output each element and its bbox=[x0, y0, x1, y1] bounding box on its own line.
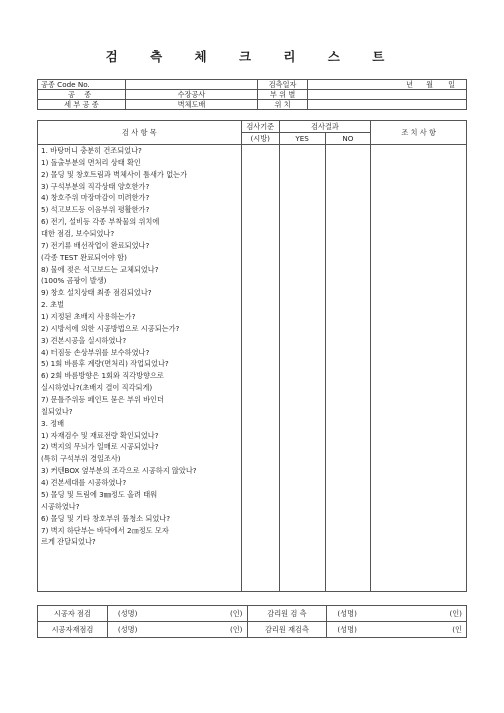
yes-cell[interactable] bbox=[279, 145, 325, 592]
info-row-code bbox=[38, 80, 467, 90]
supervisor-inspect-sign[interactable] bbox=[327, 606, 467, 622]
supervisor-reinspect-label: 감리원 재검측 bbox=[247, 622, 327, 638]
checklist-item: 2) 시방서에 의한 시공방법으로 시공되는가? bbox=[41, 323, 180, 333]
contractor-check-name: (성명) bbox=[117, 608, 138, 618]
supervisor-reinspect-name: (성명) bbox=[337, 624, 357, 634]
checklist-item: 7) 벽지 하단부는 바닥에서 2㎝정도 모자 bbox=[41, 525, 169, 535]
col-no-header: NO bbox=[325, 133, 371, 145]
checklist-item: 2. 초벌 bbox=[41, 300, 65, 310]
trade-value[interactable]: 수장공사 bbox=[125, 90, 257, 100]
checklist-item: 3. 정배 bbox=[41, 418, 65, 428]
supervisor-inspect-label: 감리원 검 측 bbox=[247, 606, 327, 622]
supervisor-reinspect-sign[interactable] bbox=[327, 622, 467, 638]
contractor-check-label: 시공자 점검 bbox=[38, 606, 108, 622]
checklist-item: 3) 커텐BOX 옆부분의 조각으로 시공하지 않았나? bbox=[41, 466, 197, 476]
checklist-item: 6) 몰딩 및 기타 창호부위 풀청소 되었나? bbox=[41, 513, 171, 523]
checklist-item: 4) 터짐등 손상부위를 보수하였나? bbox=[41, 347, 150, 357]
checklist-item: 6) 전기, 설비등 각종 부착물의 위치에 bbox=[41, 217, 160, 227]
checklist-item: 1) 자재검수 및 재료전량 확인되었나? bbox=[41, 430, 159, 440]
contractor-recheck-seal: (인) bbox=[229, 624, 243, 634]
supervisor-reinspect-seal: (인 bbox=[452, 624, 462, 634]
checklist-item: 3) 견본시공을 실시하였나? bbox=[41, 335, 127, 345]
checklist-item: 8) 물에 젖은 석고보드는 교체되었나? bbox=[41, 264, 159, 274]
contractor-check-seal: (인) bbox=[229, 608, 243, 618]
checklist-item: 칠되었나? bbox=[41, 406, 73, 416]
supervisor-inspect-seal: (인) bbox=[449, 608, 462, 618]
date-month-unit: 월 bbox=[426, 79, 434, 89]
checklist-item: 2) 몰딩 및 창호트림과 벽체사이 틈새가 없는가 bbox=[41, 169, 188, 179]
checklist-item: 대한 점검, 보수되었나? bbox=[41, 229, 115, 239]
checklist-item: 7) 문틀주위등 페인트 묻은 부위 바인더 bbox=[41, 395, 164, 405]
checklist-item: 실시하였나?(초배지 결이 직각되게) bbox=[41, 383, 153, 393]
checklist-item: 7) 전기류 배선작업이 완료되었나? bbox=[41, 240, 150, 250]
checklist-items bbox=[38, 145, 242, 592]
signature-row-2 bbox=[38, 622, 467, 638]
checklist-item: 1. 바탕머니 충분히 건조되었나? bbox=[41, 146, 142, 155]
col-result-header: 검사결과 bbox=[279, 121, 371, 133]
date-year-unit: 년 bbox=[406, 79, 414, 89]
checklist-item: 1) 돌출부분의 면처리 상태 확인 bbox=[41, 157, 141, 167]
col-item-header: 검 사 항 목 bbox=[38, 121, 242, 145]
location-value[interactable] bbox=[308, 100, 467, 110]
col-standard-header: 검사기준 bbox=[241, 121, 279, 133]
checklist-item: 4) 견본세대를 시공하였나? bbox=[41, 478, 127, 488]
header-row-1 bbox=[38, 121, 467, 133]
checklist-item: (100% 곰팡이 발생) bbox=[41, 276, 107, 286]
checklist-table bbox=[37, 120, 467, 592]
date-day-unit: 일 bbox=[448, 79, 456, 89]
code-label: 공종 Code No. bbox=[38, 80, 126, 90]
part-label: 부 위 별 bbox=[258, 90, 308, 100]
checklist-item: 9) 창호 설치상태 최종 점검되었나? bbox=[41, 288, 152, 298]
contractor-recheck-sign[interactable] bbox=[107, 622, 247, 638]
page-title: 검 측 체 크 리 스 트 bbox=[105, 49, 399, 64]
code-value[interactable] bbox=[125, 80, 257, 90]
subtrade-label: 세 부 공 종 bbox=[38, 100, 126, 110]
checklist-item: 5) 석고보드등 이음부위 평활한가? bbox=[41, 205, 150, 215]
checklist-item: 4) 창호주위 마장마감이 미려한가? bbox=[41, 193, 150, 203]
checklist-item: 2) 벽지의 무늬가 일매로 시공되었나? bbox=[41, 442, 159, 452]
inspection-date-value[interactable] bbox=[308, 80, 467, 90]
supervisor-inspect-name: (성명) bbox=[337, 608, 357, 618]
contractor-recheck-name: (성명) bbox=[117, 624, 138, 634]
checklist-body-row bbox=[38, 145, 467, 592]
checklist-item: 6) 2회 바름방향은 1회와 직각방향으로 bbox=[41, 371, 164, 381]
col-yes-header: YES bbox=[279, 133, 325, 145]
inspection-date-label: 검측일자 bbox=[258, 80, 308, 90]
checklist-item: 5) 몰딩 및 트림에 3㎜정도 올려 태워 bbox=[41, 489, 158, 499]
contractor-check-sign[interactable] bbox=[107, 606, 247, 622]
checklist-item: 3) 구석부분의 직각상태 양호한가? bbox=[41, 181, 150, 191]
col-standard-sub-header: (시방) bbox=[241, 133, 279, 145]
info-table bbox=[37, 79, 467, 110]
signature-row-1 bbox=[38, 606, 467, 622]
checklist-item: (각종 TEST 완료되어야 함) bbox=[41, 252, 127, 262]
trade-label: 공 종 bbox=[38, 90, 126, 100]
info-row-trade bbox=[38, 90, 467, 100]
location-label: 위 치 bbox=[258, 100, 308, 110]
part-value[interactable] bbox=[308, 90, 467, 100]
checklist-item: (특히 구석부위 경일조사) bbox=[41, 454, 121, 464]
checklist-item: 5) 1회 바름후 계량(면처리) 작업되었나? bbox=[41, 359, 169, 369]
signature-table bbox=[37, 605, 467, 638]
info-row-subtrade bbox=[38, 100, 467, 110]
contractor-recheck-label: 시공자재점검 bbox=[38, 622, 108, 638]
action-cell[interactable] bbox=[371, 145, 467, 592]
checklist-item: 시공하였나? bbox=[41, 501, 80, 511]
no-cell[interactable] bbox=[325, 145, 371, 592]
checklist-item: 1) 지정된 초배지 사용하는가? bbox=[41, 312, 136, 322]
col-action-header: 조 치 사 항 bbox=[371, 121, 467, 145]
checklist-item: 르게 잔달되었나? bbox=[41, 537, 96, 547]
standard-cell[interactable] bbox=[241, 145, 279, 592]
subtrade-value[interactable]: 벽체도배 bbox=[125, 100, 257, 110]
